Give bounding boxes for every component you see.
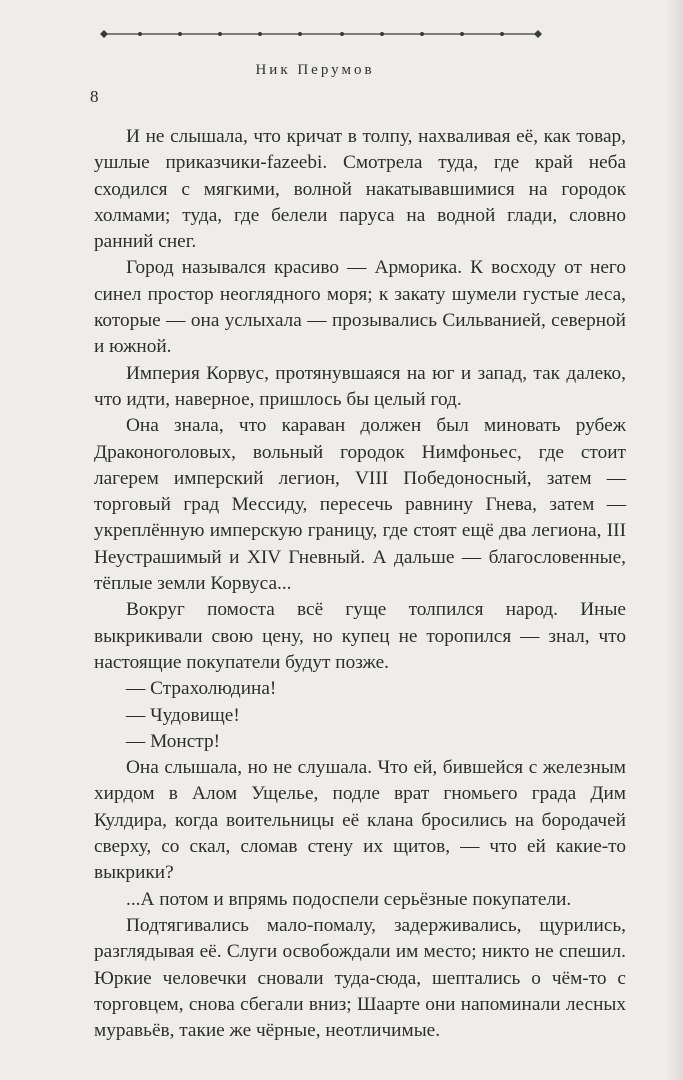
paragraph: Подтягивались мало-помалу, задерживались, щурились, разглядывая её. Слуги освобождали им место; никто не спешил. Юркие человечки сновали туда-сюда, шептались о чём-то с торговцем, снова сбегали вниз; Шаарте они напоминали лесных муравьёв, такие же чёрные, неотличимые.	[94, 914, 626, 1042]
paragraph: Город назывался красиво — Арморика. К восходу от него синел простор неоглядного моря; к закату шумели густые леса, которые — она услыхала — прозывались Сильванией, северной и южной.	[94, 257, 626, 358]
paragraph: Империя Корвус, протянувшаяся на юг и запад, так далеко, что идти, наверное, пришлось бы целый год.	[94, 362, 626, 410]
author-name: Ник Перумов	[255, 62, 375, 78]
dialogue-line: — Монстр!	[126, 730, 221, 752]
decorative-rule-ornament	[100, 26, 542, 42]
paragraph: Она знала, что караван должен был миновать рубеж Драконоголовых, вольный городок Нимфоньес, где стоит лагерем имперский легион, VIII Победоносный, затем — торговый град Мессиду, пересечь равнину Гнева, затем — укреплённую имперскую границу, где стоят ещё два легиона, III Неустрашимый и XIV Гневный. А дальше — благословенные, тёплые земли Корвуса...	[94, 415, 626, 595]
page-number: 8	[90, 87, 99, 106]
dialogue-line: — Страхолюдина!	[126, 678, 277, 700]
body-text	[94, 124, 626, 1044]
dialogue-line: — Чудовище!	[126, 704, 240, 726]
running-head	[90, 60, 540, 106]
paragraph: ...А потом и впрямь подоспели серьёзные покупатели.	[126, 888, 572, 910]
paragraph: Она слышала, но не слушала. Что ей, бившейся с железным хирдом в Алом Ущелье, подле врат гномьего града Дим Кулдира, когда воительницы её клана бросились на бородачей сверху, со скал, сломав стену их щитов, — что ей какие-то выкрики?	[94, 757, 626, 884]
paragraph: Вокруг помоста всё гуще толпился народ. Иные выкрикивали свою цену, но купец не торопился — знал, что настоящие покупатели будут позже.	[94, 599, 626, 673]
paragraph: И не слышала, что кричат в толпу, нахваливая её, как товар, ушлые приказчики-fazeebi. Смотрела туда, где край неба сходился с мягкими, волной накатывавшимися на городок холмами; туда, где белели паруса на водной глади, словно ранний снег.	[94, 126, 626, 253]
